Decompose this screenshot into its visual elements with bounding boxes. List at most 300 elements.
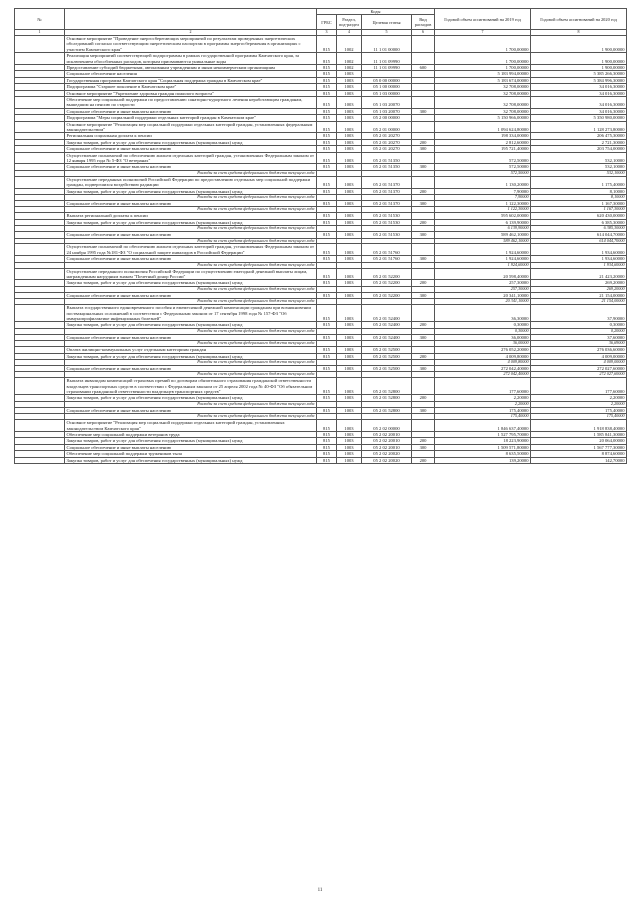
grbs-cell: 815 (317, 219, 337, 225)
article-cell: 05 2 01 51350 (362, 164, 412, 170)
amount-2020-cell: 8,10000 (531, 188, 627, 194)
amount-2020-cell: 21 154,00000 (531, 299, 627, 305)
article-cell: 05 2 01 52500 (362, 353, 412, 359)
expense-cell (412, 96, 435, 108)
row-name-cell: Расходы за счет средств федерального бюджета текущего года (65, 328, 317, 334)
section-cell: 1003 (337, 322, 362, 328)
expense-cell: 200 (412, 438, 435, 444)
column-number: 1 (15, 30, 65, 36)
expense-cell: 200 (412, 188, 435, 194)
grbs-cell: 815 (317, 77, 337, 83)
article-cell: 05 2 01 51530 (362, 219, 412, 225)
amount-2020-cell: 6 385,30000 (531, 219, 627, 225)
amount-2019-cell: 1 700,00000 (435, 35, 531, 52)
row-name-cell: Выплата государственного единовременного пособия и ежемесячной денежной компенсации гражданам при возникновении поствакцинальных осложнений в соответствии с Федеральным законом от 17 сентября 1998 года № 157-ФЗ "Об иммунопрофилактике инфекционных болезней" (65, 305, 317, 322)
section-cell: 1003 (337, 431, 362, 437)
row-name-cell: Закупка товаров, работ и услуг для обеспечения государственных (муниципальных) нужд (65, 353, 317, 359)
column-number: 3 (317, 30, 337, 36)
amount-2019-cell: 257,30000 (435, 280, 531, 286)
amount-2019-cell: 32 708,00000 (435, 96, 531, 108)
amount-2019-cell: 589 462,10000 (435, 238, 531, 244)
expense-cell (412, 244, 435, 256)
expense-cell: 200 (412, 353, 435, 359)
grbs-cell: 815 (317, 108, 337, 114)
row-name-cell: Закупка товаров, работ и услуг для обеспечения государственных (муниципальных) нужд (65, 438, 317, 444)
amount-2019-cell: 6 139,90000 (435, 226, 531, 232)
amount-2020-cell: 276 036,60000 (531, 347, 627, 353)
row-name-cell: Подпрограмма "Старшее поколение в Камчатском крае" (65, 84, 317, 90)
expense-cell (412, 121, 435, 133)
row-name-cell: Реализация мероприятий соответствующей подпрограммы в рамках государственной программы Камчатского края, за исключением обособленных расходов, которым присваиваются уникальные коды (65, 53, 317, 65)
amount-2020-cell: 5 385 266,30000 (531, 71, 627, 77)
section-cell: 1003 (337, 200, 362, 206)
amount-2020-cell: 8 874,60000 (531, 451, 627, 457)
amount-2020-cell: 1 900,00000 (531, 35, 627, 52)
section-cell: 1003 (337, 71, 362, 77)
grbs-cell: 815 (317, 395, 337, 401)
article-cell: 05 2 01 51350 (362, 152, 412, 164)
grbs-cell: 815 (317, 256, 337, 262)
article-cell: 05 2 00 00000 (362, 115, 412, 121)
section-cell: 1003 (337, 96, 362, 108)
amount-2019-cell: 1 700,00000 (435, 53, 531, 65)
article-cell: 05 2 01 52200 (362, 292, 412, 298)
amount-2019-cell: 18 223,90000 (435, 438, 531, 444)
amount-2019-cell: 1 122,30000 (435, 200, 531, 206)
grbs-cell: 815 (317, 139, 337, 145)
amount-2020-cell: 2 721,30000 (531, 139, 627, 145)
article-cell: 05 2 01 51530 (362, 213, 412, 219)
article-cell: 05 2 01 20270 (362, 146, 412, 152)
grbs-cell: 815 (317, 334, 337, 340)
amount-2020-cell: 5 384 996,30000 (531, 77, 627, 83)
table-row (15, 152, 627, 164)
amount-2020-cell: 5 350 980,00000 (531, 115, 627, 121)
expense-cell (412, 35, 435, 52)
section-cell: 1003 (337, 256, 362, 262)
amount-2019-cell: 139,20000 (435, 457, 531, 463)
row-number-cell (15, 268, 65, 280)
grbs-cell: 815 (317, 407, 337, 413)
grbs-cell: 815 (317, 213, 337, 219)
grbs-cell: 815 (317, 365, 337, 371)
row-name-cell: Расходы за счет средств федерального бюджета текущего года (65, 372, 317, 378)
row-name-cell: Социальное обеспечение и иные выплаты населению (65, 407, 317, 413)
column-number: 8 (531, 30, 627, 36)
table-row (15, 96, 627, 108)
article-cell: 05 2 01 52400 (362, 334, 412, 340)
grbs-cell: 815 (317, 431, 337, 437)
row-number-cell (15, 420, 65, 432)
section-cell: 1003 (337, 176, 362, 188)
grbs-cell: 815 (317, 322, 337, 328)
row-name-cell: Социальное обеспечение и иные выплаты населению (65, 256, 317, 262)
expense-cell: 200 (412, 219, 435, 225)
table-row (15, 121, 627, 133)
article-cell: 05 1 03 00000 (362, 90, 412, 96)
row-name-cell: Социальное обеспечение и иные выплаты населению (65, 108, 317, 114)
row-name-cell: Оплата жилищно-коммунальных услуг отдельным категориям граждан (65, 347, 317, 353)
expense-cell: 300 (412, 146, 435, 152)
grbs-cell: 815 (317, 115, 337, 121)
row-name-cell: Социальное обеспечение и иные выплаты населению (65, 232, 317, 238)
section-cell: 1003 (337, 139, 362, 145)
header-2020: Годовой объем ассигнований на 2020 год (531, 9, 627, 30)
row-name-cell: Закупка товаров, работ и услуг для обеспечения государственных (муниципальных) нужд (65, 139, 317, 145)
amount-2019-cell: 32 708,00000 (435, 90, 531, 96)
row-name-cell: Основное мероприятие "Проведение энергосберегающих мероприятий по результатам проведенных энергетических обследований согласно соответствующим энергетическим паспортам в программы энергосбережения в организациях с участием Камчатского края" (65, 35, 317, 52)
row-name-cell: Основное мероприятие "Укрепление здоровья граждан пожилого возраста" (65, 90, 317, 96)
row-name-cell: Закупка товаров, работ и услуг для обеспечения государственных (муниципальных) нужд (65, 322, 317, 328)
header-name (65, 9, 317, 30)
header-2019: Годовой объем ассигнований на 2019 год (435, 9, 531, 30)
article-cell: 05 1 00 00000 (362, 84, 412, 90)
row-name-cell: Социальное обеспечение и иные выплаты населению (65, 146, 317, 152)
amount-2019-cell: 1 527 795,70000 (435, 431, 531, 437)
expense-cell: 300 (412, 365, 435, 371)
amount-2020-cell: 0,30000 (531, 322, 627, 328)
article-cell: 11 1 01 09990 (362, 53, 412, 65)
section-cell: 1002 (337, 64, 362, 70)
grbs-cell: 815 (317, 268, 337, 280)
article-cell: 11 1 01 00000 (362, 35, 412, 52)
table-row (15, 176, 627, 188)
grbs-cell: 815 (317, 232, 337, 238)
article-cell: 05 1 03 20070 (362, 96, 412, 108)
section-cell: 1003 (337, 232, 362, 238)
article-cell: 05 2 01 52800 (362, 407, 412, 413)
section-cell: 1003 (337, 213, 362, 219)
row-name-cell: Обеспечение мер социальной поддержки тружеников тыла (65, 451, 317, 457)
section-cell: 1003 (337, 444, 362, 450)
expense-cell (412, 152, 435, 164)
row-name-cell: Расходы за счет средств федерального бюджета текущего года (65, 238, 317, 244)
expense-cell: 300 (412, 200, 435, 206)
section-cell: 1003 (337, 90, 362, 96)
section-cell: 1003 (337, 133, 362, 139)
section-cell: 1003 (337, 115, 362, 121)
row-name-cell: Закупка товаров, работ и услуг для обеспечения государственных (муниципальных) нужд (65, 280, 317, 286)
amount-2019-cell: 0,30000 (435, 328, 531, 334)
table-row (15, 305, 627, 322)
row-name-cell: Социальное обеспечение и иные выплаты населению (65, 365, 317, 371)
amount-2019-cell: 2 812,60000 (435, 139, 531, 145)
amount-2019-cell: 1 094 624,80000 (435, 121, 531, 133)
amount-2019-cell: 595 602,00000 (435, 213, 531, 219)
section-cell: 1003 (337, 407, 362, 413)
expense-cell: 200 (412, 322, 435, 328)
amount-2019-cell: 7,90000 (435, 195, 531, 201)
amount-2020-cell: 34 016,30000 (531, 90, 627, 96)
row-name-cell: Социальное обеспечение и иные выплаты населению (65, 164, 317, 170)
amount-2020-cell: 1 918 838,40000 (531, 420, 627, 432)
section-cell: 1003 (337, 451, 362, 457)
amount-2019-cell: 7,90000 (435, 188, 531, 194)
amount-2020-cell: 532,10000 (531, 152, 627, 164)
amount-2020-cell: 175,40000 (531, 407, 627, 413)
amount-2020-cell: 269,20000 (531, 280, 627, 286)
grbs-cell: 815 (317, 152, 337, 164)
row-name-cell: Региональная социальная доплата к пенсии (65, 133, 317, 139)
amount-2019-cell: 20 341,10000 (435, 299, 531, 305)
row-name-cell: Обеспечение мер социальной поддержки ветеранов труда (65, 431, 317, 437)
amount-2020-cell: 37,60000 (531, 334, 627, 340)
grbs-cell: 815 (317, 71, 337, 77)
amount-2019-cell: 1 122,30000 (435, 207, 531, 213)
row-name-cell: Расходы за счет средств федерального бюджета текущего года (65, 286, 317, 292)
section-cell: 1003 (337, 152, 362, 164)
article-cell: 05 2 02 20020 (362, 457, 412, 463)
amount-2020-cell: 1 934,60000 (531, 262, 627, 268)
row-name-cell: Расходы за счет средств федерального бюджета текущего года (65, 195, 317, 201)
amount-2020-cell: 37,90000 (531, 305, 627, 322)
row-name-cell: Выплата региональной доплаты к пенсии (65, 213, 317, 219)
article-cell: 05 2 01 51370 (362, 176, 412, 188)
expense-cell: 200 (412, 395, 435, 401)
amount-2020-cell: 2,20000 (531, 395, 627, 401)
amount-2019-cell: 20 341,10000 (435, 292, 531, 298)
amount-2020-cell: 177,60000 (531, 378, 627, 395)
amount-2020-cell: 1 167,30000 (531, 200, 627, 206)
amount-2020-cell: 1 167,30000 (531, 207, 627, 213)
amount-2019-cell: 4 009,80000 (435, 353, 531, 359)
section-cell: 1003 (337, 365, 362, 371)
amount-2020-cell: 532,10000 (531, 170, 627, 176)
amount-2020-cell: 34 016,30000 (531, 96, 627, 108)
grbs-cell: 815 (317, 146, 337, 152)
article-cell: 05 2 01 51370 (362, 188, 412, 194)
row-name-cell: Расходы за счет средств федерального бюджета текущего года (65, 170, 317, 176)
row-name-cell: Расходы за счет средств федерального бюджета текущего года (65, 262, 317, 268)
section-cell: 1003 (337, 77, 362, 83)
grbs-cell: 815 (317, 457, 337, 463)
row-name-cell: Расходы за счет средств федерального бюджета текущего года (65, 207, 317, 213)
row-name-cell: Расходы за счет средств федерального бюджета текущего года (65, 414, 317, 420)
table-row (15, 53, 627, 65)
row-name-cell: Социальное обеспечение и иные выплаты населению (65, 334, 317, 340)
row-number-cell (15, 152, 65, 164)
grbs-cell: 815 (317, 451, 337, 457)
header-codes: Коды (317, 9, 435, 15)
header-section: Раздел, под-раздел (337, 15, 362, 30)
section-cell: 1003 (337, 438, 362, 444)
column-number: 2 (65, 30, 317, 36)
amount-2020-cell: 6 385,30000 (531, 226, 627, 232)
grbs-cell: 815 (317, 444, 337, 450)
amount-2020-cell: 0,20000 (531, 328, 627, 334)
column-number: 5 (362, 30, 412, 36)
article-cell: 05 2 01 52800 (362, 378, 412, 395)
amount-2019-cell: 1 924,60000 (435, 244, 531, 256)
table-row (15, 420, 627, 432)
row-number-cell (15, 121, 65, 133)
amount-2019-cell: 1 700,00000 (435, 64, 531, 70)
amount-2020-cell: 1 128 273,80000 (531, 121, 627, 133)
amount-2020-cell: 1 567 777,30000 (531, 444, 627, 450)
section-cell: 1003 (337, 188, 362, 194)
amount-2019-cell: 1 924,60000 (435, 262, 531, 268)
article-cell: 05 2 02 00000 (362, 420, 412, 432)
grbs-cell: 815 (317, 200, 337, 206)
row-number-cell (15, 244, 65, 256)
header-expense: Вид расходов (412, 15, 435, 30)
article-cell: 05 2 01 51760 (362, 256, 412, 262)
amount-2020-cell: 142,70000 (531, 457, 627, 463)
amount-2020-cell: 1 900,00000 (531, 53, 627, 65)
row-name-cell: Закупка товаров, работ и услуг для обеспечения государственных (муниципальных) нужд (65, 219, 317, 225)
amount-2019-cell: 4 009,80000 (435, 359, 531, 365)
grbs-cell: 815 (317, 121, 337, 133)
amount-2020-cell: 532,10000 (531, 164, 627, 170)
row-number-cell (15, 305, 65, 322)
grbs-cell: 815 (317, 90, 337, 96)
row-number-cell (15, 96, 65, 108)
section-cell: 1003 (337, 420, 362, 432)
amount-2020-cell: 2,20000 (531, 401, 627, 407)
row-name-cell: Социальное обеспечение и иные выплаты населению (65, 200, 317, 206)
section-cell: 1003 (337, 280, 362, 286)
row-number-cell (15, 378, 65, 395)
section-cell: 1003 (337, 244, 362, 256)
article-cell: 05 2 01 52500 (362, 347, 412, 353)
section-cell: 1003 (337, 268, 362, 280)
row-name-cell: Социальное обеспечение и иные выплаты населению (65, 444, 317, 450)
section-cell: 1003 (337, 292, 362, 298)
expense-cell: 300 (412, 232, 435, 238)
row-name-cell: Осуществление полномочий по обеспечению жильем отдельных категорий граждан, установленных Федеральным законом от 24 ноября 1995 года №181-ФЗ "О социальной защите инвалидов в Российской Федерации" (65, 244, 317, 256)
amount-2019-cell: 272 042,40000 (435, 365, 531, 371)
amount-2019-cell: 32 708,00000 (435, 108, 531, 114)
article-cell: 05 2 01 52400 (362, 305, 412, 322)
section-cell: 1003 (337, 305, 362, 322)
document-page (14, 8, 634, 893)
grbs-cell: 815 (317, 353, 337, 359)
table-row (15, 35, 627, 52)
row-name-cell: Осуществление переданного полномочия Российской Федерации по осуществлению ежегодной денежной выплаты лицам, награжденным нагрудным знаком "Почетный донор России" (65, 268, 317, 280)
amount-2020-cell: 620 430,00000 (531, 213, 627, 219)
row-name-cell: Социальное обеспечение и иные выплаты населению (65, 292, 317, 298)
amount-2019-cell: 276 052,20000 (435, 347, 531, 353)
amount-2020-cell: 175,40000 (531, 414, 627, 420)
amount-2019-cell: 2,20000 (435, 401, 531, 407)
expense-cell: 300 (412, 334, 435, 340)
grbs-cell: 815 (317, 164, 337, 170)
amount-2020-cell: 34 016,30000 (531, 108, 627, 114)
article-cell: 05 2 01 52800 (362, 395, 412, 401)
amount-2019-cell: 572,50000 (435, 164, 531, 170)
section-cell: 1003 (337, 121, 362, 133)
row-number-cell (15, 457, 65, 463)
grbs-cell: 815 (317, 305, 337, 322)
article-cell: 05 2 01 00000 (362, 121, 412, 133)
article-cell: 05 2 02 20020 (362, 451, 412, 457)
grbs-cell: 815 (317, 176, 337, 188)
row-name-cell: Закупка товаров, работ и услуг для обеспечения государственных (муниципальных) нужд (65, 188, 317, 194)
amount-2019-cell: 5 183 994,00000 (435, 71, 531, 77)
section-cell: 1003 (337, 164, 362, 170)
article-cell: 05 2 01 51530 (362, 232, 412, 238)
section-cell: 1003 (337, 353, 362, 359)
article-cell: 05 2 01 20270 (362, 133, 412, 139)
column-number: 4 (337, 30, 362, 36)
row-name-cell: Выплата инвалидам компенсаций страховых премий по договорам обязательного страхования гражданской ответственности владельцев транспортных средств в соответствии с Федеральным законом от 25 апреля 2002 года № 40-ФЗ "Об обязательном страховании гражданской ответственности владельцев транспортных средств" (65, 378, 317, 395)
amount-2019-cell: 1 846 637,40000 (435, 420, 531, 432)
page-number: 11 (317, 888, 323, 893)
article-cell: 05 2 01 52400 (362, 322, 412, 328)
article-cell: 11 1 01 09990 (362, 64, 412, 70)
row-name-cell: Закупка товаров, работ и услуг для обеспечения государственных (муниципальных) нужд (65, 395, 317, 401)
grbs-cell: 815 (317, 64, 337, 70)
expense-cell: 200 (412, 139, 435, 145)
expense-cell: 300 (412, 256, 435, 262)
row-name-cell: Расходы за счет средств федерального бюджета текущего года (65, 299, 317, 305)
grbs-cell: 815 (317, 438, 337, 444)
amount-2019-cell: 272 042,40000 (435, 372, 531, 378)
amount-2020-cell: 272 027,60000 (531, 365, 627, 371)
article-cell: 05 2 01 51760 (362, 244, 412, 256)
row-name-cell: Государственная программа Камчатского края "Социальная поддержка граждан в Камчатском крае" (65, 77, 317, 83)
grbs-cell: 815 (317, 378, 337, 395)
expense-cell (412, 176, 435, 188)
expense-cell: 200 (412, 457, 435, 463)
amount-2019-cell: 0,30000 (435, 322, 531, 328)
expense-cell (412, 268, 435, 280)
amount-2020-cell: 21 423,20000 (531, 268, 627, 280)
amount-2019-cell: 1 924,60000 (435, 256, 531, 262)
article-cell: 05 1 03 20070 (362, 108, 412, 114)
expense-cell: 200 (412, 280, 435, 286)
amount-2020-cell: 4 009,00000 (531, 353, 627, 359)
article-cell: 05 2 01 51370 (362, 200, 412, 206)
row-name-cell: Закупка товаров, работ и услуг для обеспечения государственных (муниципальных) нужд (65, 457, 317, 463)
expense-cell: 300 (412, 407, 435, 413)
amount-2019-cell: 198 334,00000 (435, 133, 531, 139)
amount-2019-cell: 175,40000 (435, 414, 531, 420)
table-body (15, 35, 627, 463)
section-cell: 1003 (337, 146, 362, 152)
row-name-cell: Осуществление полномочий по обеспечению жильем отдельных категорий граждан, установленных Федеральным законом от 12 января 1995 года № 5-ФЗ "О ветеранах" (65, 152, 317, 164)
amount-2019-cell: 1 509 571,80000 (435, 444, 531, 450)
expense-cell: 300 (412, 108, 435, 114)
expense-cell (412, 305, 435, 322)
row-number-cell (15, 176, 65, 188)
expense-cell: 300 (412, 164, 435, 170)
header-article: Целевая статья (362, 15, 412, 30)
amount-2019-cell: 5 183 674,00000 (435, 77, 531, 83)
grbs-cell: 815 (317, 188, 337, 194)
column-number: 6 (412, 30, 435, 36)
expense-cell: 300 (412, 292, 435, 298)
amount-2019-cell: 2,20000 (435, 395, 531, 401)
grbs-cell: 815 (317, 347, 337, 353)
section-cell: 1003 (337, 84, 362, 90)
amount-2019-cell: 20 598,40000 (435, 268, 531, 280)
amount-2019-cell: 177,60000 (435, 378, 531, 395)
table-row (15, 457, 627, 463)
article-cell: 05 2 02 20010 (362, 444, 412, 450)
table-row (15, 378, 627, 395)
amount-2020-cell: 34 016,30000 (531, 84, 627, 90)
grbs-cell: 815 (317, 420, 337, 432)
amount-2020-cell: 1 175,40000 (531, 176, 627, 188)
amount-2019-cell: 36,00000 (435, 334, 531, 340)
grbs-cell: 815 (317, 35, 337, 52)
amount-2019-cell: 589 462,10000 (435, 232, 531, 238)
grbs-cell: 815 (317, 133, 337, 139)
article-cell: 05 2 01 52200 (362, 280, 412, 286)
row-name-cell: Расходы за счет средств федерального бюджета текущего года (65, 226, 317, 232)
amount-2020-cell: 4 009,00000 (531, 359, 627, 365)
